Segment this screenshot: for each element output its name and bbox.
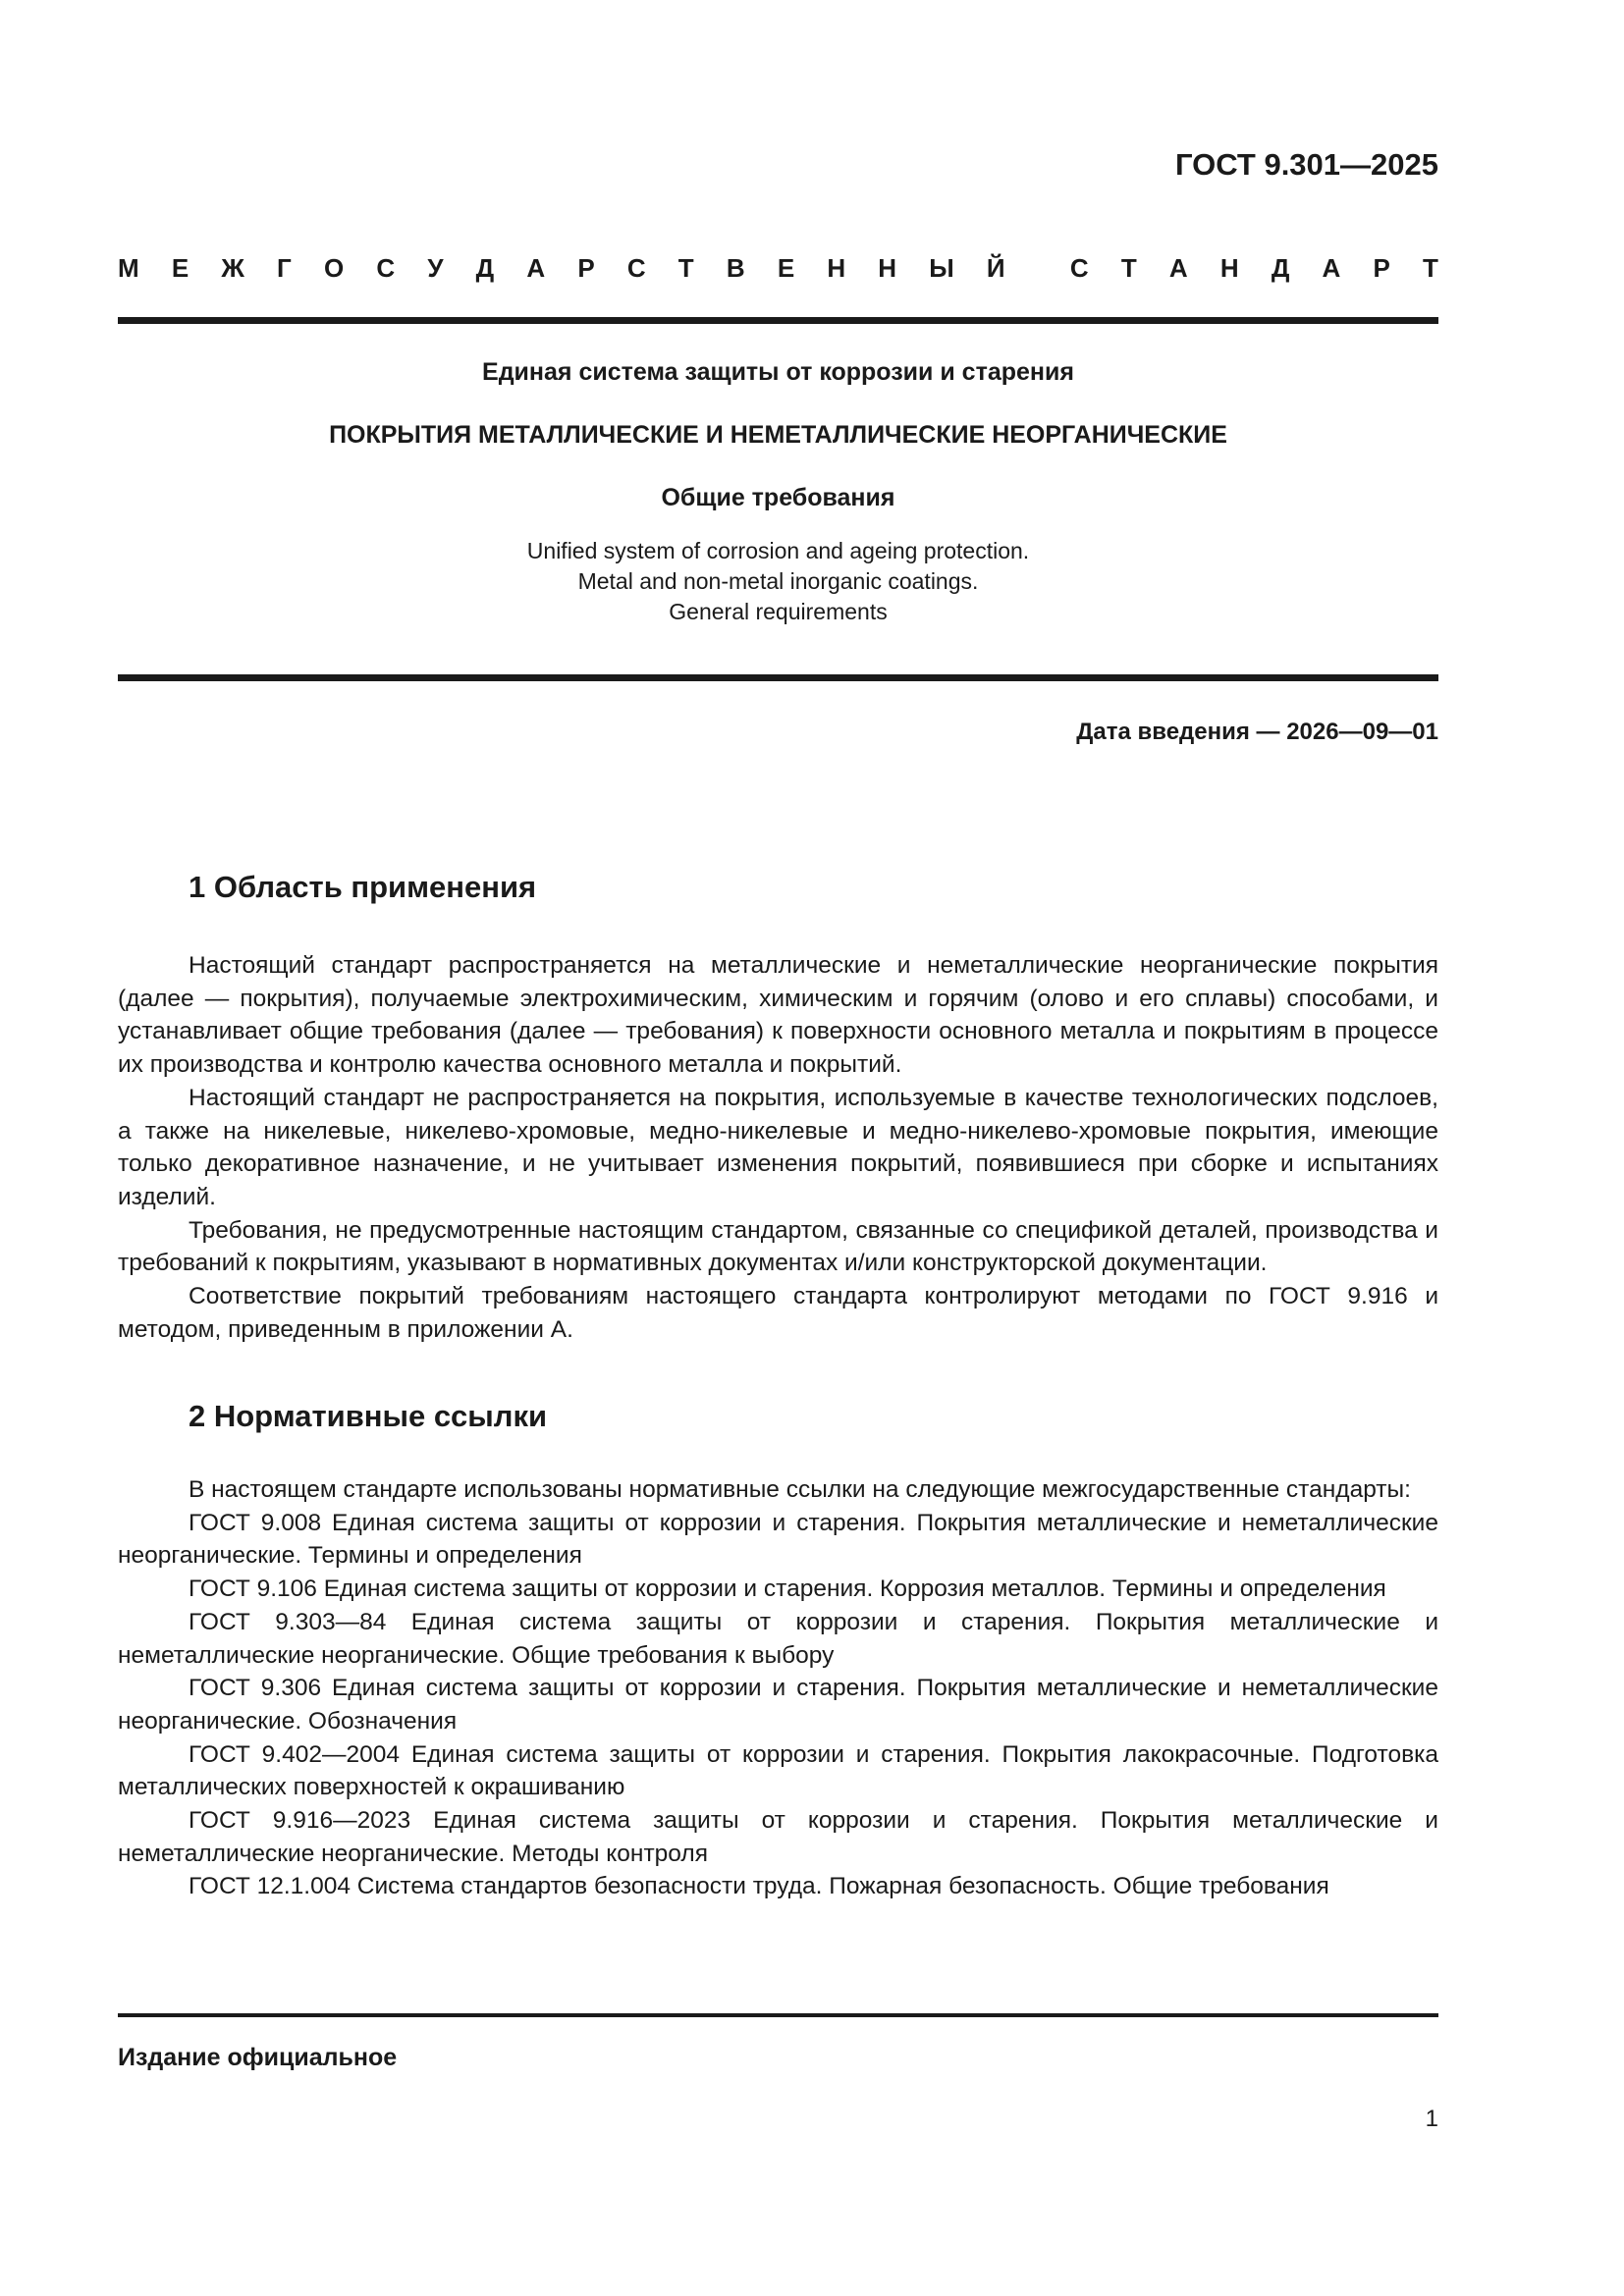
interstate-letter: Р (577, 253, 595, 283)
reference-entry: ГОСТ 12.1.004 Система стандартов безопасности труда. Пожарная безопасность. Общие требования (189, 1873, 1329, 1900)
document-number: ГОСТ 9.301—2025 (1175, 147, 1438, 182)
section-heading: 1 Область применения (189, 870, 537, 904)
sub-title: Общие требования (661, 484, 895, 511)
introduction-date: Дата введения — 2026—09—01 (1076, 719, 1438, 745)
interstate-letter: Н (827, 253, 846, 283)
interstate-letter: Д (1271, 253, 1290, 283)
interstate-letter: А (526, 253, 546, 283)
footer-divider (118, 2013, 1438, 2017)
interstate-letter: А (1322, 253, 1341, 283)
document-page (118, 0, 1438, 2296)
english-title-line: Metal and non-metal inorganic coatings. (577, 568, 979, 594)
interstate-letter: Д (475, 253, 495, 283)
section-body (118, 1473, 1438, 1903)
reference-entry: ГОСТ 9.306 Единая система защиты от коррозии и старения. Покрытия металлические и неметаллические неорганические. Обозначения (118, 1675, 1438, 1735)
reference-entry: ГОСТ 9.303—84 Единая система защиты от коррозии и старения. Покрытия металлические и неметаллические неорганические. Общие требования к выбору (118, 1608, 1438, 1669)
interstate-letter: Г (277, 253, 292, 283)
paragraph: Соответствие покрытий требованиям настоящего стандарта контролируют методами по ГОСТ 9.916 и методом, приведенным в приложении А. (118, 1283, 1438, 1343)
interstate-letter: А (1168, 253, 1188, 283)
interstate-letter: Й (986, 253, 1005, 283)
paragraph: Настоящий стандарт распространяется на металлические и неметаллические неорганические покрытия (далее — покрытия), получаемые электрохимическим, химическим и горячим (олово и его сплавы) способами, и устанавливает общие требования (далее — требования) к поверхности основного металла и покрытиям в процессе их производства и контролю качества основного металла и покрытий. (118, 952, 1438, 1079)
reference-entry: ГОСТ 9.106 Единая система защиты от коррозии и старения. Коррозия металлов. Термины и определения (189, 1575, 1386, 1603)
interstate-letter: Н (1219, 253, 1239, 283)
system-title: Единая система защиты от коррозии и старения (482, 358, 1074, 386)
interstate-letter: Т (1423, 253, 1438, 283)
interstate-letter: Е (777, 253, 795, 283)
english-title-line: Unified system of corrosion and ageing protection. (526, 538, 1030, 563)
reference-entry: ГОСТ 9.402—2004 Единая система защиты от коррозии и старения. Покрытия лакокрасочные. Подготовка металлических поверхностей к окрашиванию (118, 1740, 1438, 1801)
paragraph: Требования, не предусмотренные настоящим стандартом, связанные со спецификой деталей, производства и требований к покрытиям, указывают в нормативных документах и/или конструкторской документации. (118, 1216, 1438, 1277)
interstate-letter: С (376, 253, 396, 283)
interstate-letter: Ж (221, 253, 244, 283)
title-block (118, 357, 1438, 627)
section-normative-references (118, 1397, 1438, 1903)
section-scope (118, 868, 1438, 1346)
section-body (118, 949, 1438, 1346)
interstate-letter: В (726, 253, 745, 283)
top-divider (118, 317, 1438, 324)
interstate-letter: М (118, 253, 139, 283)
paragraph: Настоящий стандарт не распространяется на покрытия, используемые в качестве технологических подслоев, а также на никелевые, никелево-хромовые, медно-никелевые и медно-никелево-хромовые покрытия, имеющие только декоративное назначение, и не учитывает изменения покрытий, появившиеся при сборке и испытаниях изделий. (118, 1084, 1438, 1210)
interstate-letter: С (626, 253, 646, 283)
interstate-letter: О (323, 253, 345, 283)
interstate-letter: С (1069, 253, 1089, 283)
page-number: 1 (1425, 2106, 1438, 2132)
interstate-letter: Т (1120, 253, 1137, 283)
english-title (118, 536, 1438, 627)
interstate-letter: Н (878, 253, 897, 283)
section-heading: 2 Нормативные ссылки (189, 1399, 548, 1433)
english-title-line: General requirements (669, 599, 888, 624)
interstate-letter: Е (171, 253, 189, 283)
official-edition-label: Издание официальное (118, 2044, 398, 2071)
interstate-standard-heading (118, 253, 1438, 284)
interstate-letter: Ы (929, 253, 954, 283)
interstate-letter: Р (1373, 253, 1390, 283)
title-divider (118, 674, 1438, 681)
main-title: ПОКРЫТИЯ МЕТАЛЛИЧЕСКИЕ И НЕМЕТАЛЛИЧЕСКИЕ НЕОРГАНИЧЕСКИЕ (329, 421, 1227, 449)
interstate-letter: У (427, 253, 444, 283)
interstate-letter: Т (677, 253, 694, 283)
paragraph: В настоящем стандарте использованы нормативные ссылки на следующие межгосударственные стандарты: (189, 1476, 1411, 1503)
reference-entry: ГОСТ 9.916—2023 Единая система защиты от коррозии и старения. Покрытия металлические и неметаллические неорганические. Методы контроля (118, 1807, 1438, 1867)
reference-entry: ГОСТ 9.008 Единая система защиты от коррозии и старения. Покрытия металлические и неметаллические неорганические. Термины и определения (118, 1509, 1438, 1570)
